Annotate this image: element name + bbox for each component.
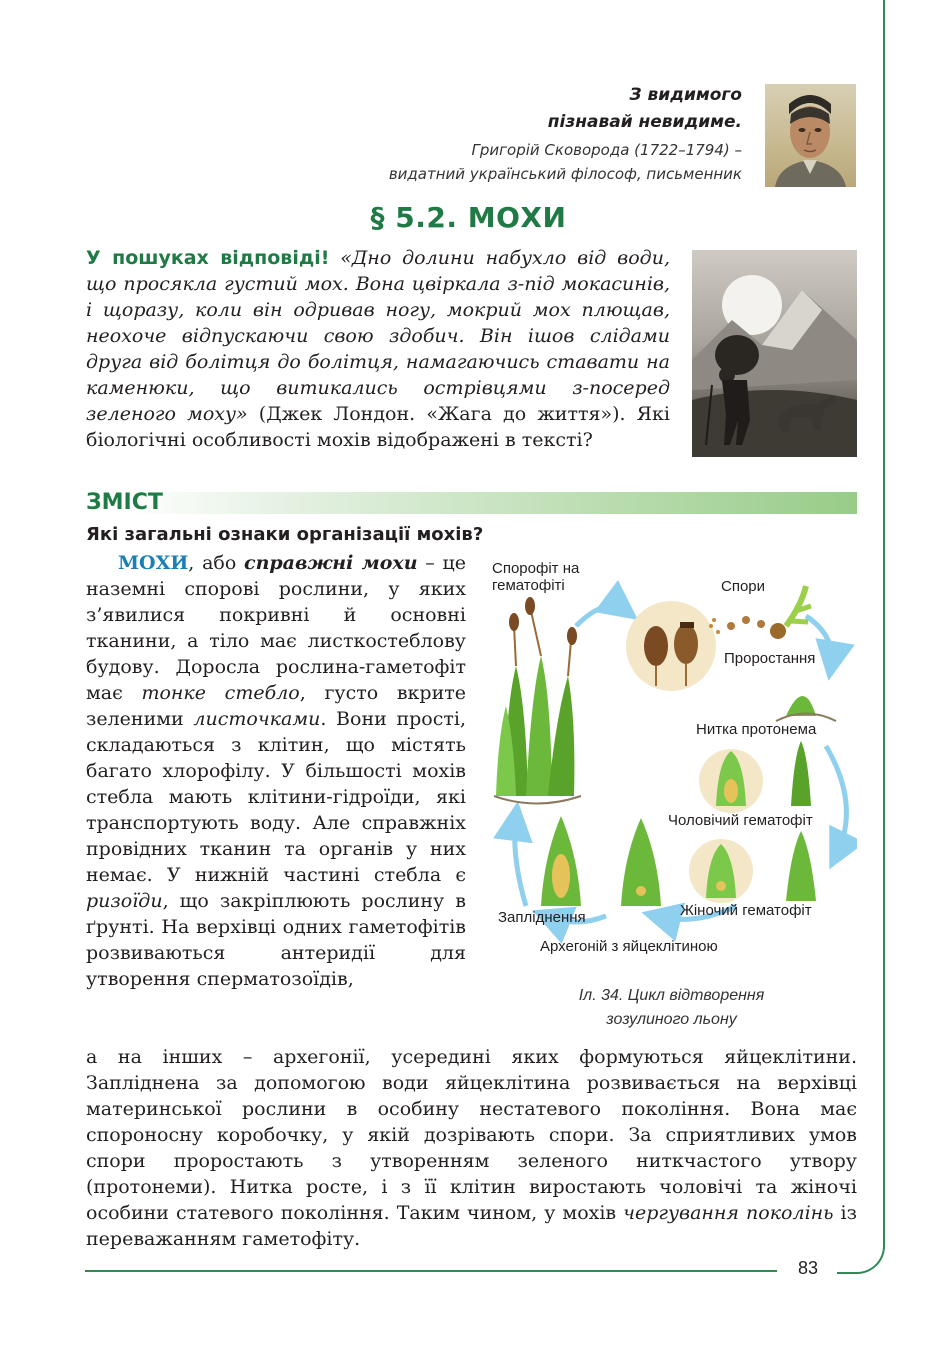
term-alternation: чергування поколінь <box>623 1202 834 1224</box>
label-line: Спорофіт на <box>492 560 580 577</box>
term-rhizoids: ризоїди <box>86 890 163 912</box>
contents-heading: ЗМІСТ <box>86 490 163 515</box>
caption-line: Іл. 34. Цикл відтворення <box>578 987 765 1004</box>
body-text: , що закріплюють рослину в ґрунті. На верхівці одних гаметофітів розвиваються антеридії для утворення сперматозоїдів, <box>86 890 466 990</box>
term-stem: тонке стебло <box>141 682 300 704</box>
contents-bar <box>86 492 857 514</box>
label-spores: Спори <box>721 578 766 595</box>
intro-quote: «Дно долини набухло від води, що просякла густий мох. Вона цвіркала з-під мокасинів, і щоразу, коли він одривав ногу, мокрий мох плющав, неохоче відпускаючи свою здобич. Він ішов слідами друга від болітця до болітця, намагаючись ставати на каменюки, що витикались острівцями з-посеред зеленого моху» <box>86 247 671 425</box>
body-text: а на інших – архегонії, усередині яких формуються яйцеклітини. Запліднена за допомогою води яйцеклітина розвивається на верхівці материнської рослини в особину нестатевого покоління. Вона має спороносну коробочку, у якій дозрівають спори. За сприятливих умов спори проростають з утворенням зеленого ниткчастого утвору (протонеми). Нитка росте, і з її клітин виростають чоловічі та жіночі особини статевого покоління. Таким чином, у мохів <box>86 1046 857 1224</box>
epigraph-quote-line: З видимого <box>629 85 742 105</box>
epigraph-author-line: видатний український філософ, письменник <box>388 165 742 183</box>
label-line: гематофіті <box>492 577 565 594</box>
body-text: із переважанням гаметофіту. <box>86 1202 857 1250</box>
figure-caption <box>486 984 857 1032</box>
label-male-gametophyte: Чоловічий гематофіт <box>668 812 813 829</box>
body-text: , густо вкрите зеленими <box>86 682 466 730</box>
body-text: . Вони прості, складаються з клітин, що містять багато хлорофілу. У більшості мохів стебла мають клітини-гідроїди, які транспортують воду. Але справжніх провідних тканин та органів у них немає. У нижній частині стебла є <box>86 708 466 886</box>
continuation-paragraph <box>86 1044 857 1252</box>
caption-line: зозулиного льону <box>606 1011 737 1028</box>
wanderer-with-wolf-illustration <box>692 250 857 457</box>
page-number: 83 <box>797 1258 819 1278</box>
epigraph-author <box>330 138 742 186</box>
keyword-mosses: МОХИ <box>118 552 189 574</box>
label-archegonium: Архегоній з яйцеклітиною <box>540 938 718 955</box>
label-germination: Проростання <box>724 650 816 667</box>
term-true-mosses: справжні мохи <box>244 552 418 574</box>
label-sporophyte <box>492 560 579 594</box>
label-fertilization: Запліднення <box>498 909 586 926</box>
intro-rest: (Джек Лондон. «Жага до життя»). Які біологічні особливості мохів відображені в тексті? <box>86 403 670 451</box>
question-heading: Які загальні ознаки організації мохів? <box>86 524 484 545</box>
label-female-gametophyte: Жіночий гематофіт <box>680 902 812 919</box>
body-text: – це наземні спорові рослини, у яких з’явилися покривні й основні тканини, а тіло має листкостеблову будову. Доросла рослина-гаметофіт має <box>86 552 466 704</box>
intro-paragraph <box>86 245 670 453</box>
moss-clump <box>494 597 581 804</box>
epigraph <box>330 82 742 186</box>
label-protonema: Нитка протонема <box>696 721 817 738</box>
epigraph-quote <box>330 82 742 136</box>
epigraph-quote-line: пізнавай невидиме. <box>547 112 742 132</box>
footer-line <box>85 1270 777 1272</box>
term-leaves: листочками <box>193 708 321 730</box>
page-frame-line <box>883 0 885 1240</box>
moss-life-cycle-figure <box>486 556 857 976</box>
skovoroda-portrait <box>765 84 856 187</box>
body-text: , або <box>188 552 245 574</box>
epigraph-author-line: Григорій Сковорода (1722–1794) – <box>471 141 742 159</box>
intro-lead: У пошуках відповіді! <box>86 247 330 269</box>
main-paragraph <box>86 550 466 992</box>
section-title: § 5.2. МОХИ <box>370 201 567 234</box>
